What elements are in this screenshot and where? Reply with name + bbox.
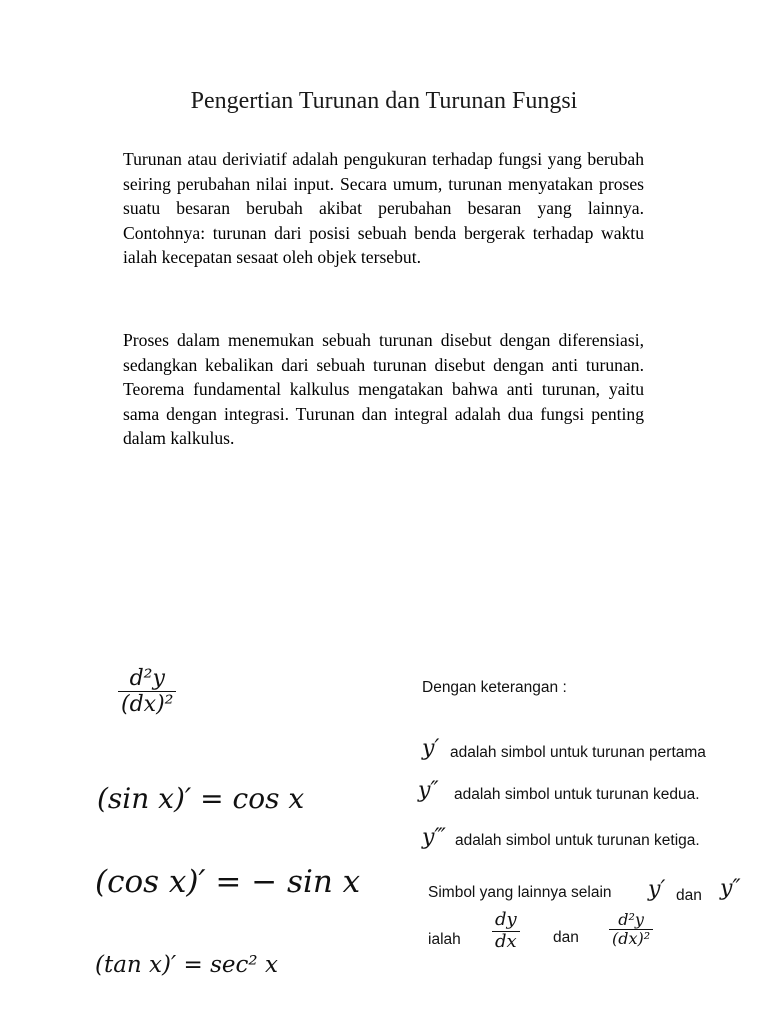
second-derivative-symbol: y″	[418, 778, 439, 803]
page-title: Pengertian Turunan dan Turunan Fungsi	[190, 88, 578, 114]
other-symbol-second: y″	[720, 876, 741, 901]
formula-rhs: − sin x	[251, 864, 361, 900]
formula-numerator: d²y	[129, 666, 165, 691]
dan-text: dan	[553, 929, 579, 946]
formula-rhs: sec² x	[210, 952, 278, 978]
formula-denominator: (dx)²	[612, 929, 651, 949]
formula-sin-derivative	[97, 782, 304, 815]
formula-numerator: d²y	[618, 910, 644, 929]
other-dan-text: dan	[676, 887, 702, 904]
formula-equals: =	[200, 782, 224, 815]
formula-equals: =	[215, 864, 242, 900]
formula-lhs: (tan x)′	[95, 952, 177, 978]
formula-rhs: cos x	[232, 782, 305, 815]
paragraph-definition: Turunan atau deriviatif adalah pengukuran terhadap fungsi yang berubah seiring perubahan nilai input. Secara umum, turunan menyatakan proses suatu besaran berubah akibat perubahan besaran yang lainnya. Contohnya: turunan dari posisi sebuah benda bergerak terhadap waktu ialah kecepatan sesaat oleh objek tersebut.	[123, 149, 644, 268]
formula-tan-derivative	[95, 952, 278, 978]
other-symbol-first: y′	[648, 877, 666, 902]
formula-cos-derivative	[95, 864, 360, 900]
formula-numerator: dy	[495, 909, 517, 930]
formula-dy-dx	[492, 910, 520, 952]
formula-denominator: (dx)²	[121, 692, 174, 718]
formula-lhs: (sin x)′	[97, 782, 192, 815]
third-derivative-symbol: y‴	[422, 825, 446, 850]
third-derivative-text: adalah simbol untuk turunan ketiga.	[455, 832, 700, 849]
other-symbols-text: Simbol yang lainnya selain	[428, 884, 612, 901]
ialah-text: ialah	[428, 931, 461, 948]
second-derivative-text: adalah simbol untuk turunan kedua.	[454, 786, 700, 803]
paragraph-differentiation: Proses dalam menemukan sebuah turunan disebut dengan diferensiasi, sedangkan kebalikan dari sebuah turunan disebut dengan anti turunan. Teorema fundamental kalkulus mengatakan bahwa anti turunan, yaitu sama dengan integrasi. Turunan dan integral adalah dua fungsi penting dalam kalkulus.	[123, 330, 644, 449]
formula-lhs: (cos x)′	[95, 864, 206, 900]
formula-d2y-dx2	[609, 911, 653, 949]
notes-heading: Dengan keterangan :	[422, 679, 567, 696]
formula-denominator: dx	[495, 930, 517, 952]
formula-equals: =	[183, 952, 203, 978]
first-derivative-symbol: y′	[422, 736, 440, 761]
formula-second-derivative	[118, 666, 176, 718]
first-derivative-text: adalah simbol untuk turunan pertama	[450, 744, 706, 761]
